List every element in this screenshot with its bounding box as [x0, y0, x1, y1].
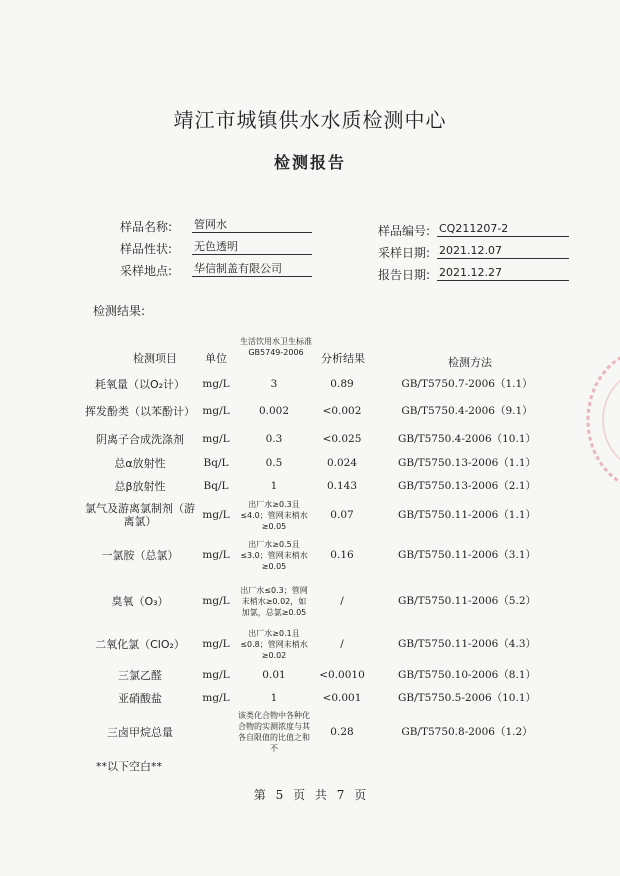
report-title: 检测报告: [273, 153, 346, 172]
cell-result: 0.143: [326, 479, 358, 492]
report-date-value: 2021.12.27: [437, 266, 569, 281]
sample-name-value: 管网水: [192, 218, 312, 233]
cell-unit: Bq/L: [203, 456, 229, 469]
cell-unit: mg/L: [202, 508, 230, 521]
cell-result: /: [340, 594, 344, 607]
header-method: 检测方法: [448, 356, 492, 369]
cell-item: 三氯乙醛: [118, 668, 162, 682]
header-result: 分析结果: [321, 352, 365, 365]
cell-unit: mg/L: [202, 691, 230, 704]
cell-method: GB/T5750.4-2006（9.1）: [401, 404, 533, 417]
cell-standard: 0.002: [258, 404, 290, 417]
cell-unit: [198, 708, 234, 756]
cell-standard: 0.5: [265, 456, 283, 469]
page-number: [0, 786, 620, 803]
cell-item: 一氯胺（总氯）: [101, 548, 179, 562]
sample-date-label: 采样日期:: [378, 246, 431, 260]
cell-unit: mg/L: [202, 548, 230, 561]
cell-result: /: [340, 637, 344, 650]
cell-item: 挥发酚类（以苯酚计）: [85, 404, 195, 418]
header-item: 检测项目: [133, 352, 177, 365]
header-unit: 单位: [205, 352, 227, 365]
cell-standard: 1: [270, 691, 278, 704]
pager-suffix: 页: [354, 788, 367, 802]
pager-prefix: 第: [253, 788, 266, 802]
cell-method: GB/T5750.11-2006（4.3）: [397, 637, 537, 650]
cell-standard: 该类化合物中各种化合物的实测浓度与其各自限值的比值之和不: [238, 711, 310, 753]
cell-standard: 出厂水≥0.1且≤0.8；管网末梢水≥0.02: [240, 628, 308, 660]
cell-unit: mg/L: [202, 668, 230, 681]
header-standard: 生活饮用水卫生标准GB5749-2006: [240, 337, 312, 357]
results-label: 检测结果:: [93, 304, 146, 318]
cell-item: 阴离子合成洗涤剂: [96, 432, 184, 446]
cell-standard: 1: [270, 479, 278, 492]
cell-method: GB/T5750.13-2006（1.1）: [397, 456, 537, 469]
cell-item: 二氧化氯（ClO₂）: [95, 637, 185, 651]
sample-date-value: 2021.12.07: [437, 244, 569, 259]
cell-result: 0.07: [330, 508, 354, 521]
pager-total: 7: [336, 788, 345, 802]
sample-id-value: CQ211207-2: [437, 222, 569, 237]
org-title: 靖江市城镇供水水质检测中心: [173, 108, 447, 132]
sample-location-value: 华信制盖有限公司: [192, 262, 312, 277]
cell-unit: mg/L: [202, 637, 230, 650]
cell-item: 三卤甲烷总量: [107, 725, 173, 739]
cell-item: 亚硝酸盐: [118, 691, 162, 705]
cell-result: <0.001: [322, 691, 362, 704]
cell-standard: 出厂水≥0.3且≤4.0；管网末梢水≥0.05: [240, 499, 308, 531]
sample-name-label: 样品名称:: [120, 220, 173, 234]
cell-method: GB/T5750.11-2006（5.2）: [397, 594, 537, 607]
cell-standard: 0.01: [262, 668, 286, 681]
cell-method: GB/T5750.5-2006（10.1）: [397, 691, 537, 704]
cell-unit: Bq/L: [203, 479, 229, 492]
cell-unit: mg/L: [202, 594, 230, 607]
cell-item: 总β放射性: [114, 479, 166, 493]
sample-location-label: 采样地点:: [120, 264, 173, 278]
cell-item: 臭氧（O₃）: [111, 594, 169, 608]
cell-method: GB/T5750.11-2006（3.1）: [397, 548, 537, 561]
end-note: **以下空白**: [96, 760, 162, 773]
cell-standard: 出厂水≥0.5且≤3.0；管网末梢水≥0.05: [240, 539, 308, 571]
cell-result: <0.002: [322, 404, 362, 417]
cell-result: 0.89: [330, 377, 354, 390]
sample-id-label: 样品编号:: [378, 224, 431, 238]
sample-trait-label: 样品性状:: [120, 242, 173, 256]
cell-result: <0.0010: [319, 668, 365, 681]
cell-method: GB/T5750.10-2006（8.1）: [397, 668, 537, 681]
cell-result: <0.025: [322, 432, 362, 445]
pager-page: 5: [275, 788, 284, 802]
pager-mid: 页 共: [293, 788, 327, 802]
cell-unit: mg/L: [202, 377, 230, 390]
cell-item: 耗氧量（以O₂计）: [94, 377, 186, 391]
cell-method: GB/T5750.4-2006（10.1）: [397, 432, 537, 445]
cell-standard: 3: [270, 377, 278, 390]
cell-unit: mg/L: [202, 404, 230, 417]
cell-result: 0.16: [330, 548, 354, 561]
cell-unit: mg/L: [202, 432, 230, 445]
cell-result: 0.28: [330, 725, 354, 738]
cell-item: 总α放射性: [114, 456, 166, 470]
cell-standard: 0.3: [265, 432, 283, 445]
report-date-label: 报告日期:: [378, 268, 431, 282]
cell-item: 氯气及游离氯制剂（游离氯）: [85, 502, 195, 528]
cell-result: 0.024: [326, 456, 358, 469]
cell-standard: 出厂水≤0.3；管网末梢水≥0.02，如加氯，总氯≥0.05: [240, 585, 308, 617]
cell-method: GB/T5750.13-2006（2.1）: [397, 479, 537, 492]
sample-trait-value: 无色透明: [192, 240, 312, 255]
cell-method: GB/T5750.7-2006（1.1）: [401, 377, 533, 390]
cell-method: GB/T5750.8-2006（1.2）: [401, 725, 533, 738]
cell-method: GB/T5750.11-2006（1.1）: [397, 508, 537, 521]
red-seal-stamp: [578, 340, 620, 500]
